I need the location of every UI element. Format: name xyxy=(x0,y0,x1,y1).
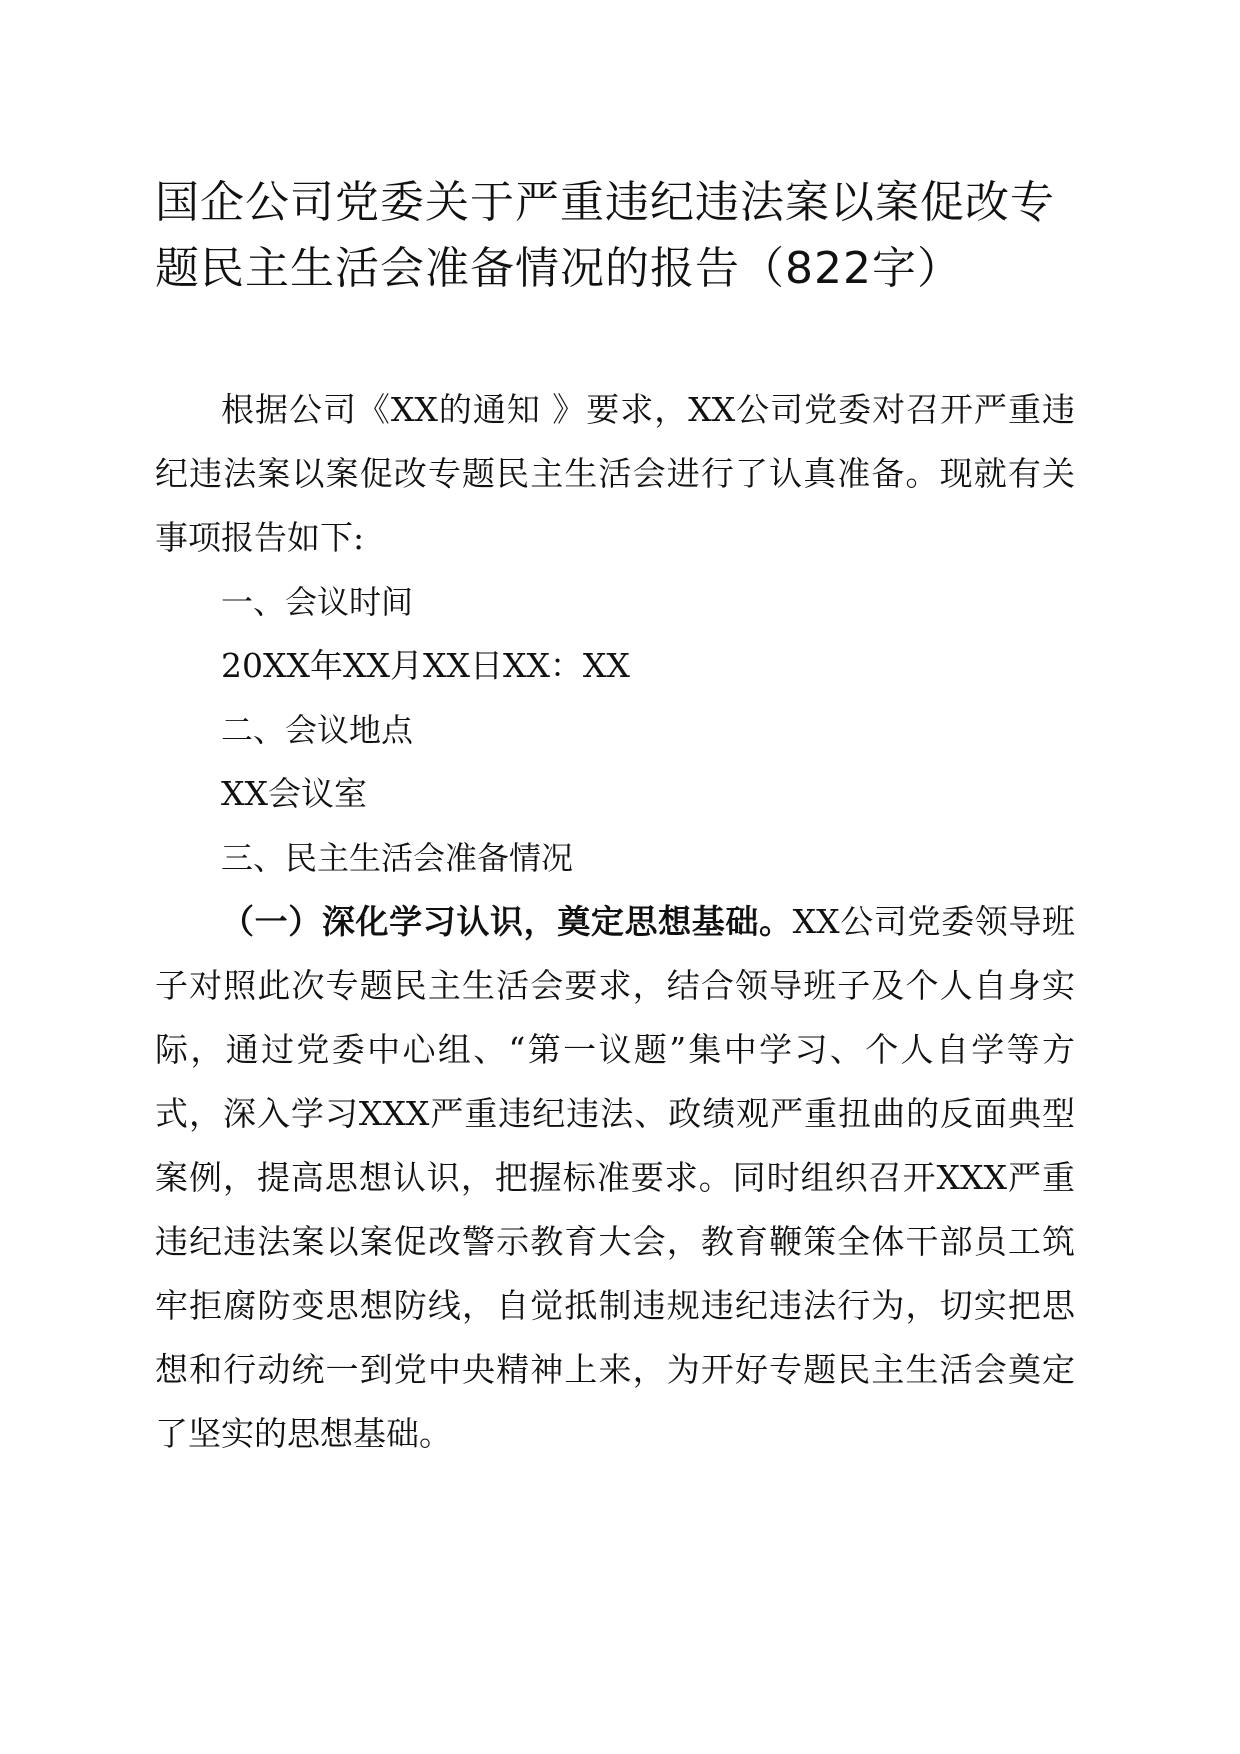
intro-paragraph: 根据公司《XX的通知 》要求，XX公司党委对召开严重违纪违法案以案促改专题民主生活会进行了认真准备。现就有关事项报告如下: xyxy=(155,390,1075,557)
section-heading-time: 一、会议时间 xyxy=(221,583,414,621)
section-heading-preparation: 三、民主生活会准备情况 xyxy=(221,839,574,877)
subsection-text: XX公司党委领导班子对照此次专题民主生活会要求，结合领导班子及个人自身实际，通过党委中心组、“第一议题”集中学习、个人自学等方式，深入学习XXX严重违纪违法、政绩观严重扭曲的反面典型案例，提高思想认识，把握标准要求。同时组织召开XXX严重违纪违法案以案促改警示教育大会，教育鞭策全体干部员工筑牢拒腐防变思想防线，自觉抵制违规违纪违法行为，切实把思想和行动统一到党中央精神上来，为开好专题民主生活会奠定了坚实的思想基础。 xyxy=(155,902,1075,1453)
subsection-lead: （一）深化学习认识，奠定思想基础。 xyxy=(221,902,793,941)
document-title: 国企公司党委关于严重违纪违法案以案促改专题民主生活会准备情况的报告（822字） xyxy=(155,177,1055,294)
meeting-time: 20XX年XX月XX日XX：XX xyxy=(221,646,630,685)
section-heading-location: 二、会议地点 xyxy=(221,711,414,749)
subsection-paragraph xyxy=(155,890,1075,1466)
meeting-location: XX会议室 xyxy=(221,774,367,813)
document-body xyxy=(155,378,1075,1466)
